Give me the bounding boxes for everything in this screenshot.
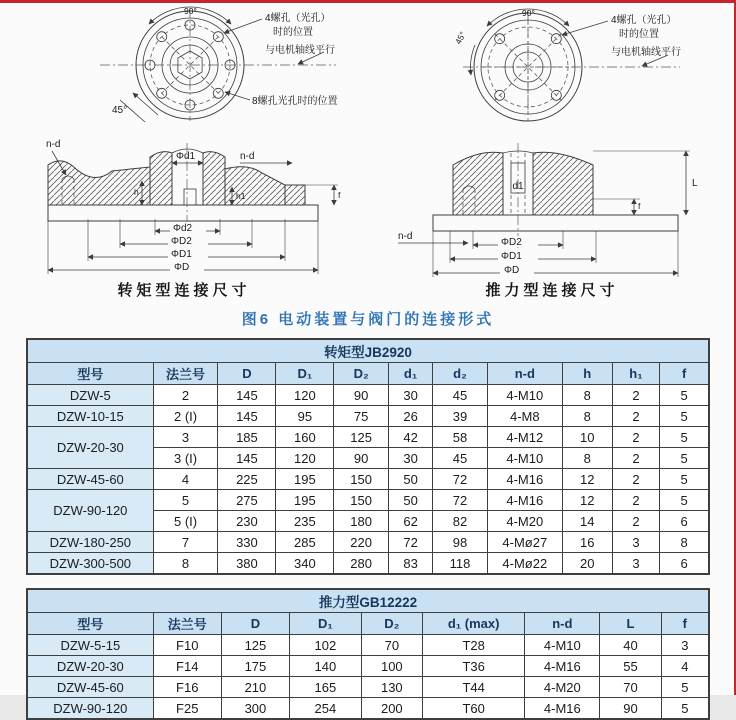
value-cell: 118 xyxy=(433,553,488,575)
value-cell: F16 xyxy=(153,677,221,698)
column-header: n-d xyxy=(525,613,600,635)
value-cell: 165 xyxy=(290,677,362,698)
dim-f-label: f xyxy=(638,201,641,211)
dim-D2-label: ΦD2 xyxy=(501,237,522,248)
value-cell: 50 xyxy=(388,490,432,511)
value-cell: 82 xyxy=(433,511,488,532)
dim-f-label: f xyxy=(338,190,341,200)
callout-4holes-line2: 时的位置 xyxy=(273,27,313,38)
value-cell: 70 xyxy=(361,635,422,656)
table-row xyxy=(27,469,709,490)
value-cell: 4-M10 xyxy=(487,448,562,469)
angle-45-label: 45° xyxy=(452,29,468,46)
value-cell: 58 xyxy=(433,427,488,448)
column-header: 型号 xyxy=(27,363,153,385)
value-cell: 4-M16 xyxy=(525,698,600,720)
model-cell: DZW-45-60 xyxy=(27,469,153,490)
value-cell: 2 xyxy=(612,511,660,532)
value-cell: T36 xyxy=(423,656,525,677)
value-cell: 100 xyxy=(361,656,422,677)
torque-section-drawing xyxy=(0,123,368,275)
top-red-rule xyxy=(0,0,736,3)
torque-table-header-row xyxy=(27,363,709,385)
column-header: L xyxy=(600,613,661,635)
column-header: d₁ (max) xyxy=(423,613,525,635)
value-cell: 254 xyxy=(290,698,362,720)
table-row xyxy=(27,532,709,553)
value-cell: T60 xyxy=(423,698,525,720)
value-cell: 4-M20 xyxy=(487,511,562,532)
diameter-dimensions xyxy=(433,231,678,277)
value-cell: F25 xyxy=(153,698,221,720)
value-cell: 280 xyxy=(334,553,389,575)
value-cell: 6 xyxy=(660,511,709,532)
value-cell: 5 xyxy=(660,406,709,427)
dim-d1-label: d1 xyxy=(512,181,524,192)
value-cell: 26 xyxy=(388,406,432,427)
value-cell: 8 xyxy=(562,448,612,469)
model-cell: DZW-300-500 xyxy=(27,553,153,575)
table-row xyxy=(27,406,709,427)
dim-h-label: h xyxy=(134,187,139,197)
value-cell: 42 xyxy=(388,427,432,448)
torque-flange-front-view xyxy=(0,5,368,123)
value-cell: 140 xyxy=(290,656,362,677)
value-cell: 8 xyxy=(660,532,709,553)
value-cell: 3 xyxy=(153,427,218,448)
value-cell: 4-M12 xyxy=(487,427,562,448)
value-cell: 145 xyxy=(218,406,276,427)
value-cell: 90 xyxy=(334,448,389,469)
value-cell: 2 xyxy=(612,406,660,427)
value-cell: 72 xyxy=(433,469,488,490)
value-cell: F14 xyxy=(153,656,221,677)
dim-nd-right-label: n-d xyxy=(240,151,255,162)
torque-table-body xyxy=(27,385,709,575)
torque-table xyxy=(26,338,710,575)
thrust-table-header-row xyxy=(27,613,709,635)
column-header: d₂ xyxy=(433,363,488,385)
column-header: h xyxy=(562,363,612,385)
model-cell: DZW-10-15 xyxy=(27,406,153,427)
torque-table-title: 转矩型JB2920 xyxy=(27,339,709,363)
value-cell: 145 xyxy=(218,448,276,469)
figure-title: 图6 电动装置与阀门的连接形式 xyxy=(241,311,495,328)
value-cell: 300 xyxy=(221,698,289,720)
value-cell: 75 xyxy=(334,406,389,427)
value-cell: 150 xyxy=(334,490,389,511)
value-cell: T28 xyxy=(423,635,525,656)
value-cell: T44 xyxy=(423,677,525,698)
value-cell: 6 xyxy=(660,553,709,575)
value-cell: 195 xyxy=(276,469,334,490)
model-cell: DZW-45-60 xyxy=(27,677,153,698)
table-row xyxy=(27,656,709,677)
value-cell: 3 xyxy=(612,532,660,553)
value-cell: 50 xyxy=(388,469,432,490)
value-cell: 4-M8 xyxy=(487,406,562,427)
model-cell: DZW-20-30 xyxy=(27,427,153,469)
centerlines xyxy=(463,10,680,121)
value-cell: 160 xyxy=(276,427,334,448)
value-cell: 12 xyxy=(562,490,612,511)
value-cell: 4-M16 xyxy=(487,469,562,490)
value-cell: 3 (I) xyxy=(153,448,218,469)
column-header: h₁ xyxy=(612,363,660,385)
column-header: D₁ xyxy=(290,613,362,635)
value-cell: 4-M20 xyxy=(525,677,600,698)
value-cell: 125 xyxy=(334,427,389,448)
callout-4holes-line1: 4螺孔（光孔） xyxy=(611,15,677,26)
model-cell: DZW-90-120 xyxy=(27,490,153,532)
column-header: n-d xyxy=(487,363,562,385)
value-cell: 95 xyxy=(276,406,334,427)
callouts xyxy=(562,13,681,66)
caption-thrust-type: 推力型连接尺寸 xyxy=(485,282,619,299)
thrust-table xyxy=(26,588,710,720)
dim-D-label: ΦD xyxy=(174,262,190,273)
column-header: 法兰号 xyxy=(153,613,221,635)
value-cell: 14 xyxy=(562,511,612,532)
value-cell: 380 xyxy=(218,553,276,575)
value-cell: 30 xyxy=(388,385,432,406)
value-cell: 8 xyxy=(562,406,612,427)
angle-90-label: 90° xyxy=(522,8,535,18)
column-header: 法兰号 xyxy=(153,363,218,385)
value-cell: 4-M16 xyxy=(525,656,600,677)
value-cell: 45 xyxy=(433,448,488,469)
figure-area xyxy=(0,0,736,275)
value-cell: 12 xyxy=(562,469,612,490)
callout-parallel-label: 与电机轴线平行 xyxy=(265,45,335,56)
value-cell: F10 xyxy=(153,635,221,656)
thrust-section-drawing xyxy=(368,123,736,275)
dim-D2-label: ΦD2 xyxy=(171,236,192,247)
value-cell: 340 xyxy=(276,553,334,575)
angle-45-label: 45° xyxy=(112,105,128,116)
value-cell: 4-M10 xyxy=(525,635,600,656)
value-cell: 72 xyxy=(433,490,488,511)
thrust-table-title: 推力型GB12222 xyxy=(27,589,709,613)
dim-D-label: ΦD xyxy=(504,265,520,276)
diameter-dimensions xyxy=(48,219,318,274)
value-cell: 285 xyxy=(276,532,334,553)
value-cell: 130 xyxy=(361,677,422,698)
callout-4holes-line2: 时的位置 xyxy=(619,29,659,40)
value-cell: 4 xyxy=(153,469,218,490)
value-cell: 5 xyxy=(660,448,709,469)
value-cell: 235 xyxy=(276,511,334,532)
value-cell: 5 (I) xyxy=(153,511,218,532)
dim-d2-label: Φd2 xyxy=(173,223,193,234)
value-cell: 30 xyxy=(388,448,432,469)
value-cell: 102 xyxy=(290,635,362,656)
value-cell: 175 xyxy=(221,656,289,677)
value-cell: 70 xyxy=(600,677,661,698)
value-cell: 2 xyxy=(612,469,660,490)
model-cell: DZW-180-250 xyxy=(27,532,153,553)
value-cell: 20 xyxy=(562,553,612,575)
value-cell: 200 xyxy=(361,698,422,720)
value-cell: 4-Mø27 xyxy=(487,532,562,553)
value-cell: 150 xyxy=(334,469,389,490)
value-cell: 2 xyxy=(612,427,660,448)
value-cell: 40 xyxy=(600,635,661,656)
model-cell: DZW-5 xyxy=(27,385,153,406)
value-cell: 8 xyxy=(562,385,612,406)
value-cell: 7 xyxy=(153,532,218,553)
angle-annotations xyxy=(112,6,231,122)
model-cell: DZW-20-30 xyxy=(27,656,153,677)
value-cell: 3 xyxy=(661,635,709,656)
model-cell: DZW-90-120 xyxy=(27,698,153,720)
value-cell: 5 xyxy=(661,677,709,698)
value-cell: 2 xyxy=(612,448,660,469)
value-cell: 5 xyxy=(153,490,218,511)
value-cell: 210 xyxy=(221,677,289,698)
value-cell: 5 xyxy=(660,469,709,490)
dim-d1-label: Φd1 xyxy=(176,151,196,162)
value-cell: 125 xyxy=(221,635,289,656)
value-cell: 8 xyxy=(153,553,218,575)
value-cell: 2 xyxy=(612,490,660,511)
table-row xyxy=(27,635,709,656)
dim-h1-label: h1 xyxy=(236,191,246,201)
angle-90-label: 90° xyxy=(184,6,197,16)
dim-nd-left-label: n-d xyxy=(46,139,61,150)
value-cell: 220 xyxy=(334,532,389,553)
callout-4holes-line1: 4螺孔（光孔） xyxy=(265,13,331,24)
callout-parallel-label: 与电机轴线平行 xyxy=(611,47,681,58)
value-cell: 5 xyxy=(661,698,709,720)
value-cell: 55 xyxy=(600,656,661,677)
column-header: D₂ xyxy=(361,613,422,635)
value-cell: 45 xyxy=(433,385,488,406)
value-cell: 4-M16 xyxy=(487,490,562,511)
value-cell: 83 xyxy=(388,553,432,575)
value-cell: 2 xyxy=(612,385,660,406)
value-cell: 225 xyxy=(218,469,276,490)
column-header: f xyxy=(661,613,709,635)
caption-torque-type: 转矩型连接尺寸 xyxy=(117,282,251,299)
table-row xyxy=(27,490,709,511)
model-cell: DZW-5-15 xyxy=(27,635,153,656)
dim-L-label: L xyxy=(692,178,698,189)
table-row xyxy=(27,677,709,698)
value-cell: 275 xyxy=(218,490,276,511)
value-cell: 180 xyxy=(334,511,389,532)
value-cell: 330 xyxy=(218,532,276,553)
table-row xyxy=(27,385,709,406)
callouts xyxy=(224,11,338,107)
table-row xyxy=(27,553,709,575)
callout-8holes-label: 8螺孔光孔时的位置 xyxy=(252,96,338,107)
column-header: D₁ xyxy=(276,363,334,385)
value-cell: 10 xyxy=(562,427,612,448)
table-row xyxy=(27,427,709,448)
column-header: D xyxy=(221,613,289,635)
value-cell: 98 xyxy=(433,532,488,553)
thrust-table-wrap xyxy=(0,588,736,720)
value-cell: 5 xyxy=(660,490,709,511)
value-cell: 5 xyxy=(660,385,709,406)
figure-captions xyxy=(0,279,736,300)
column-header: f xyxy=(660,363,709,385)
value-cell: 4 xyxy=(661,656,709,677)
value-cell: 90 xyxy=(600,698,661,720)
value-cell: 39 xyxy=(433,406,488,427)
value-cell: 5 xyxy=(660,427,709,448)
thrust-table-body xyxy=(27,635,709,720)
value-cell: 195 xyxy=(276,490,334,511)
thrust-flange-front-view xyxy=(368,5,736,123)
value-cell: 62 xyxy=(388,511,432,532)
value-cell: 4-M10 xyxy=(487,385,562,406)
value-cell: 145 xyxy=(218,385,276,406)
dim-D1-label: ΦD1 xyxy=(171,249,192,260)
value-cell: 3 xyxy=(612,553,660,575)
value-cell: 16 xyxy=(562,532,612,553)
column-header: D xyxy=(218,363,276,385)
value-cell: 4-Mø22 xyxy=(487,553,562,575)
value-cell: 120 xyxy=(276,385,334,406)
column-header: 型号 xyxy=(27,613,153,635)
table-row xyxy=(27,698,709,720)
value-cell: 2 (I) xyxy=(153,406,218,427)
value-cell: 2 xyxy=(153,385,218,406)
column-header: D₂ xyxy=(334,363,389,385)
value-cell: 72 xyxy=(388,532,432,553)
section-body xyxy=(433,143,678,253)
value-cell: 185 xyxy=(218,427,276,448)
dim-D1-label: ΦD1 xyxy=(501,251,522,262)
value-cell: 90 xyxy=(334,385,389,406)
column-header: d₁ xyxy=(388,363,432,385)
value-cell: 230 xyxy=(218,511,276,532)
dim-nd-label: n-d xyxy=(398,231,413,242)
value-cell: 120 xyxy=(276,448,334,469)
